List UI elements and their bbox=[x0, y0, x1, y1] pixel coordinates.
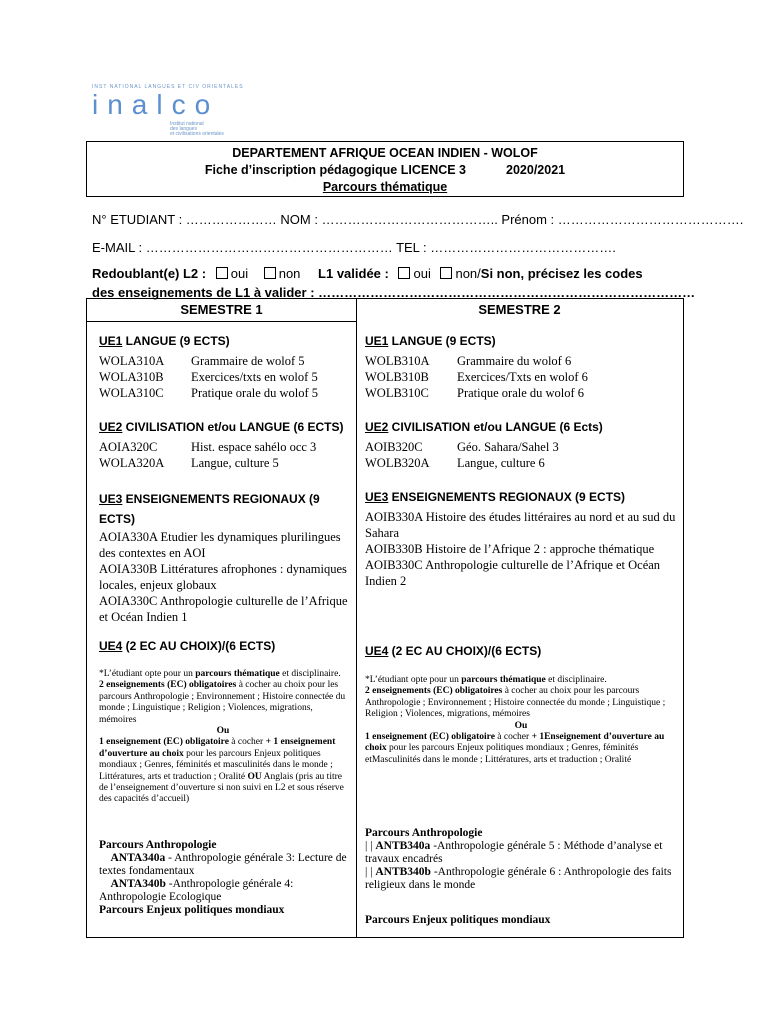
course-code: WOLB320A bbox=[365, 456, 430, 470]
s2-ue3-list bbox=[365, 509, 677, 589]
course-label: -Anthropologie générale 4: Anthropologie Ecologique bbox=[99, 878, 294, 903]
course-code: WOLB310B bbox=[365, 370, 429, 384]
s1-parcours-item bbox=[99, 852, 351, 878]
note-bold: 1 enseignement (EC) obligatoire bbox=[99, 737, 229, 748]
course-label: Hist. espace sahélo occ 3 bbox=[191, 440, 317, 454]
note-bold: 2 enseignements (EC) obligatoires bbox=[99, 680, 237, 691]
course-label: Langue, culture 6 bbox=[457, 456, 545, 470]
s1-ue3-tag: UE3 bbox=[99, 492, 123, 506]
note-text: *L’étudiant opte pour un bbox=[99, 669, 193, 679]
s2-ue1-list bbox=[365, 353, 588, 401]
s1-ue4-title: (2 EC AU CHOIX)/(6 ECTS) bbox=[122, 639, 276, 653]
course-code: ANTB340b bbox=[375, 866, 431, 878]
s1-parcours-item bbox=[99, 878, 351, 904]
course-label: - Anthropologie générale 3: Lecture de textes fondamentaux bbox=[99, 852, 347, 877]
note-bold: + 1 enseignement d’ouverture au choix bbox=[99, 737, 336, 759]
s1-parcours-list bbox=[99, 839, 351, 917]
note-text: à cocher au choix pour les parcours Anthropologie ; Environnement ; Histoire connectée du monde ; Linguistique ; Religion ; Violences, migrations, mémoires bbox=[99, 680, 346, 725]
course-code: WOLA320A bbox=[99, 456, 165, 470]
s2-parcours-anthropologie: Parcours Anthropologie bbox=[365, 827, 483, 839]
codes-l1-line[interactable]: des enseignements de L1 à valider : …………………………………………………………………………… bbox=[92, 285, 696, 300]
non-label: non bbox=[278, 266, 301, 281]
student-id-line[interactable]: N° ETUDIANT : ………………… NOM : ………………………………….. Prénom : ……………………………………. bbox=[92, 212, 744, 227]
s1-ue4-tag: UE4 bbox=[99, 639, 123, 653]
note-bold: 2 enseignements (EC) obligatoires bbox=[365, 686, 503, 697]
course-code: WOLA310B bbox=[99, 370, 164, 384]
course-code: WOLA310A bbox=[99, 354, 165, 368]
course-label: Géo. Sahara/Sahel 3 bbox=[457, 440, 559, 454]
s2-ue2-heading bbox=[365, 419, 603, 435]
course-label: Pratique orale du wolof 6 bbox=[457, 386, 585, 400]
s2-ue1-row bbox=[365, 369, 588, 385]
s2-ue3-item: AOIB330A Histoire des études littéraires au nord et au sud du Sahara bbox=[365, 510, 676, 540]
s2-ue1-title: LANGUE (9 ECTS) bbox=[388, 334, 496, 348]
note-text: *L’étudiant opte pour un bbox=[365, 675, 459, 685]
s2-ue1-heading bbox=[365, 333, 496, 349]
s1-ue4-heading bbox=[99, 638, 275, 654]
s2-parcours-enjeux: Parcours Enjeux politiques mondiaux bbox=[365, 914, 551, 926]
s2-ue2-list bbox=[365, 439, 559, 471]
s1-parcours-anthropologie: Parcours Anthropologie bbox=[99, 839, 217, 851]
ou-label: Ou bbox=[216, 726, 230, 737]
note-text: à cocher au choix pour les parcours Anthropologie ; Environnement ; Histoire connectée du monde ; Linguistique ; Religion ; Violences, migrations, mémoires bbox=[365, 686, 666, 720]
s2-ue1-row bbox=[365, 353, 588, 369]
s1-ue2-row bbox=[99, 439, 316, 455]
s2-ue2-row bbox=[365, 455, 559, 471]
s2-parcours-item: | | ANTB340a -Anthropologie générale 5 : Méthode d’analyse et travaux encadrés bbox=[365, 840, 663, 865]
s1-ue2-list bbox=[99, 439, 316, 471]
s2-ue4-tag: UE4 bbox=[365, 644, 389, 658]
course-code: ANTA340a bbox=[110, 852, 166, 864]
note-text: Anglais (pris au titre de l’enseignement d’ouverture si non suivi en L2 et sous réserve des capacités d’accueil) bbox=[99, 771, 344, 805]
s2-ue3-item: AOIB330C Anthropologie culturelle de l’Afrique et Océan Indien 2 bbox=[365, 558, 661, 588]
oui2-label: oui bbox=[413, 266, 431, 281]
s1-ue2-tag: UE2 bbox=[99, 420, 123, 434]
s1-ue1-list bbox=[99, 353, 318, 401]
s1-ue3-item: AOIA330A Etudier les dynamiques plurilingues des contextes en AOI bbox=[99, 530, 341, 560]
s2-ue4-heading bbox=[365, 643, 541, 659]
s1-ue2-heading bbox=[99, 419, 343, 435]
s2-ue3-item: AOIB330B Histoire de l’Afrique 2 : approche thématique bbox=[365, 542, 655, 556]
s2-parcours-item: | | ANTB340b -Anthropologie générale 6 : Anthropologie des faits religieux dans le monde bbox=[365, 866, 672, 891]
email-line[interactable]: E-MAIL : ………………………………………………… TEL : ……………………………………. bbox=[92, 240, 616, 255]
course-code: AOIA320C bbox=[99, 440, 158, 454]
note-text: à cocher bbox=[497, 732, 530, 743]
inalco-logo bbox=[92, 84, 242, 144]
department-title: DEPARTEMENT AFRIQUE OCEAN INDIEN - WOLOF bbox=[232, 146, 538, 160]
course-label: Langue, culture 5 bbox=[191, 456, 279, 470]
s1-parcours-enjeux: Parcours Enjeux politiques mondiaux bbox=[99, 904, 285, 916]
s2-parcours-list bbox=[365, 827, 679, 927]
s2-ue3-heading bbox=[365, 489, 625, 505]
s2-ue4-title: (2 EC AU CHOIX)/(6 ECTS) bbox=[388, 644, 542, 658]
s1-ue3-item: AOIA330B Littératures afrophones : dynamiques locales, enjeux globaux bbox=[99, 562, 347, 592]
s1-ue1-title: LANGUE (9 ECTS) bbox=[122, 334, 230, 348]
note-bold: OU bbox=[247, 771, 262, 782]
s1-ue1-tag: UE1 bbox=[99, 334, 123, 348]
course-label: -Anthropologie générale 5 : Méthode d’analyse et travaux encadrés bbox=[365, 840, 663, 865]
note-bold: + 1Enseignement d’ouverture au choix bbox=[365, 732, 665, 754]
course-label: Exercices/Txts en wolof 6 bbox=[457, 370, 588, 384]
form-title bbox=[87, 162, 683, 179]
si-non-label: Si non, précisez les codes bbox=[480, 266, 643, 281]
course-code: ANTA340b bbox=[110, 878, 166, 890]
academic-year: 2020/2021 bbox=[506, 163, 566, 177]
note-text: et disciplinaire. bbox=[282, 669, 341, 679]
checkbox-l1-non[interactable] bbox=[440, 267, 452, 279]
note-text: pour les parcours Enjeux politiques mondiaux ; Genres, féminités et masculinités dans le monde ; Littératures, arts et traduction ; Oralité bbox=[99, 748, 333, 782]
s1-ue3-heading bbox=[99, 489, 347, 529]
note-text: pour les parcours Enjeux politiques mondiaux ; Genres, féminités etMasculinités dans le monde ; Littératures, arts et traduction ; Oralité bbox=[365, 743, 639, 765]
ou-label: Ou bbox=[514, 720, 528, 731]
course-label: -Anthropologie générale 6 : Anthropologie des faits religieux dans le monde bbox=[365, 866, 672, 891]
semestre-1-title: SEMESTRE 1 bbox=[87, 299, 356, 322]
logo-top-text: INST NATIONAL LANGUES ET CIV ORIENTALES bbox=[92, 84, 244, 90]
s1-ue4-instructions bbox=[99, 669, 347, 806]
checkbox-redoublant-non[interactable] bbox=[264, 267, 276, 279]
s1-ue1-heading bbox=[99, 333, 230, 349]
parcours-title: Parcours thématique bbox=[322, 180, 448, 194]
s2-ue1-row bbox=[365, 385, 588, 401]
note-text: et disciplinaire. bbox=[548, 675, 607, 685]
s1-ue3-list bbox=[99, 529, 354, 625]
note-bold: parcours thématique bbox=[195, 669, 280, 679]
s1-ue3-item: AOIA330C Anthropologie culturelle de l’Afrique et Océan Indien 1 bbox=[99, 594, 348, 624]
course-label: Pratique orale du wolof 5 bbox=[191, 386, 319, 400]
s1-ue2-row bbox=[99, 455, 316, 471]
s1-ue3-title: ENSEIGNEMENTS REGIONAUX (9 ECTS) bbox=[99, 492, 320, 526]
semestre-2-title: SEMESTRE 2 bbox=[478, 302, 561, 317]
course-label: Exercices/txts en wolof 5 bbox=[191, 370, 318, 384]
redoublant-label: Redoublant(e) L2 : bbox=[92, 266, 207, 281]
l1-label: L1 validée : bbox=[318, 266, 389, 281]
course-label: Grammaire du wolof 6 bbox=[457, 354, 572, 368]
course-label: Grammaire de wolof 5 bbox=[191, 354, 305, 368]
course-code: WOLB310C bbox=[365, 386, 429, 400]
course-table bbox=[86, 298, 684, 938]
logo-subtitle: Institut national des langues et civilisations orientales bbox=[170, 121, 224, 137]
s1-ue2-title: CIVILISATION et/ou LANGUE (6 ECTS) bbox=[122, 420, 344, 434]
note-text: à cocher bbox=[231, 737, 264, 748]
s1-ue1-row bbox=[99, 385, 318, 401]
semestre-1-column bbox=[87, 299, 357, 937]
note-bold: parcours thématique bbox=[461, 675, 546, 685]
s2-ue2-title: CIVILISATION et/ou LANGUE (6 Ects) bbox=[388, 420, 603, 434]
s1-ue1-row bbox=[99, 353, 318, 369]
course-code: ANTB340a bbox=[375, 840, 431, 852]
course-code: WOLB310A bbox=[365, 354, 430, 368]
s1-ue1-row bbox=[99, 369, 318, 385]
checkbox-l1-oui[interactable] bbox=[398, 267, 410, 279]
form-title-text: Fiche d’inscription pédagogique LICENCE 3 bbox=[204, 163, 467, 177]
s2-ue2-tag: UE2 bbox=[365, 420, 389, 434]
note-bold: 1 enseignement (EC) obligatoire bbox=[365, 732, 495, 743]
non2-label: non/ bbox=[455, 266, 481, 281]
logo-wordmark: inalco bbox=[92, 89, 220, 120]
s2-ue1-tag: UE1 bbox=[365, 334, 389, 348]
redoublant-line bbox=[92, 266, 643, 281]
course-code: WOLA310C bbox=[99, 386, 164, 400]
s2-ue2-row bbox=[365, 439, 559, 455]
checkbox-redoublant-oui[interactable] bbox=[216, 267, 228, 279]
course-code: AOIB320C bbox=[365, 440, 423, 454]
s2-ue4-instructions bbox=[365, 675, 677, 766]
oui-label: oui bbox=[230, 266, 249, 281]
semestre-2-column bbox=[356, 299, 683, 937]
s2-ue3-title: ENSEIGNEMENTS REGIONAUX (9 ECTS) bbox=[388, 490, 626, 504]
document-header bbox=[86, 141, 684, 197]
s2-ue3-tag: UE3 bbox=[365, 490, 389, 504]
